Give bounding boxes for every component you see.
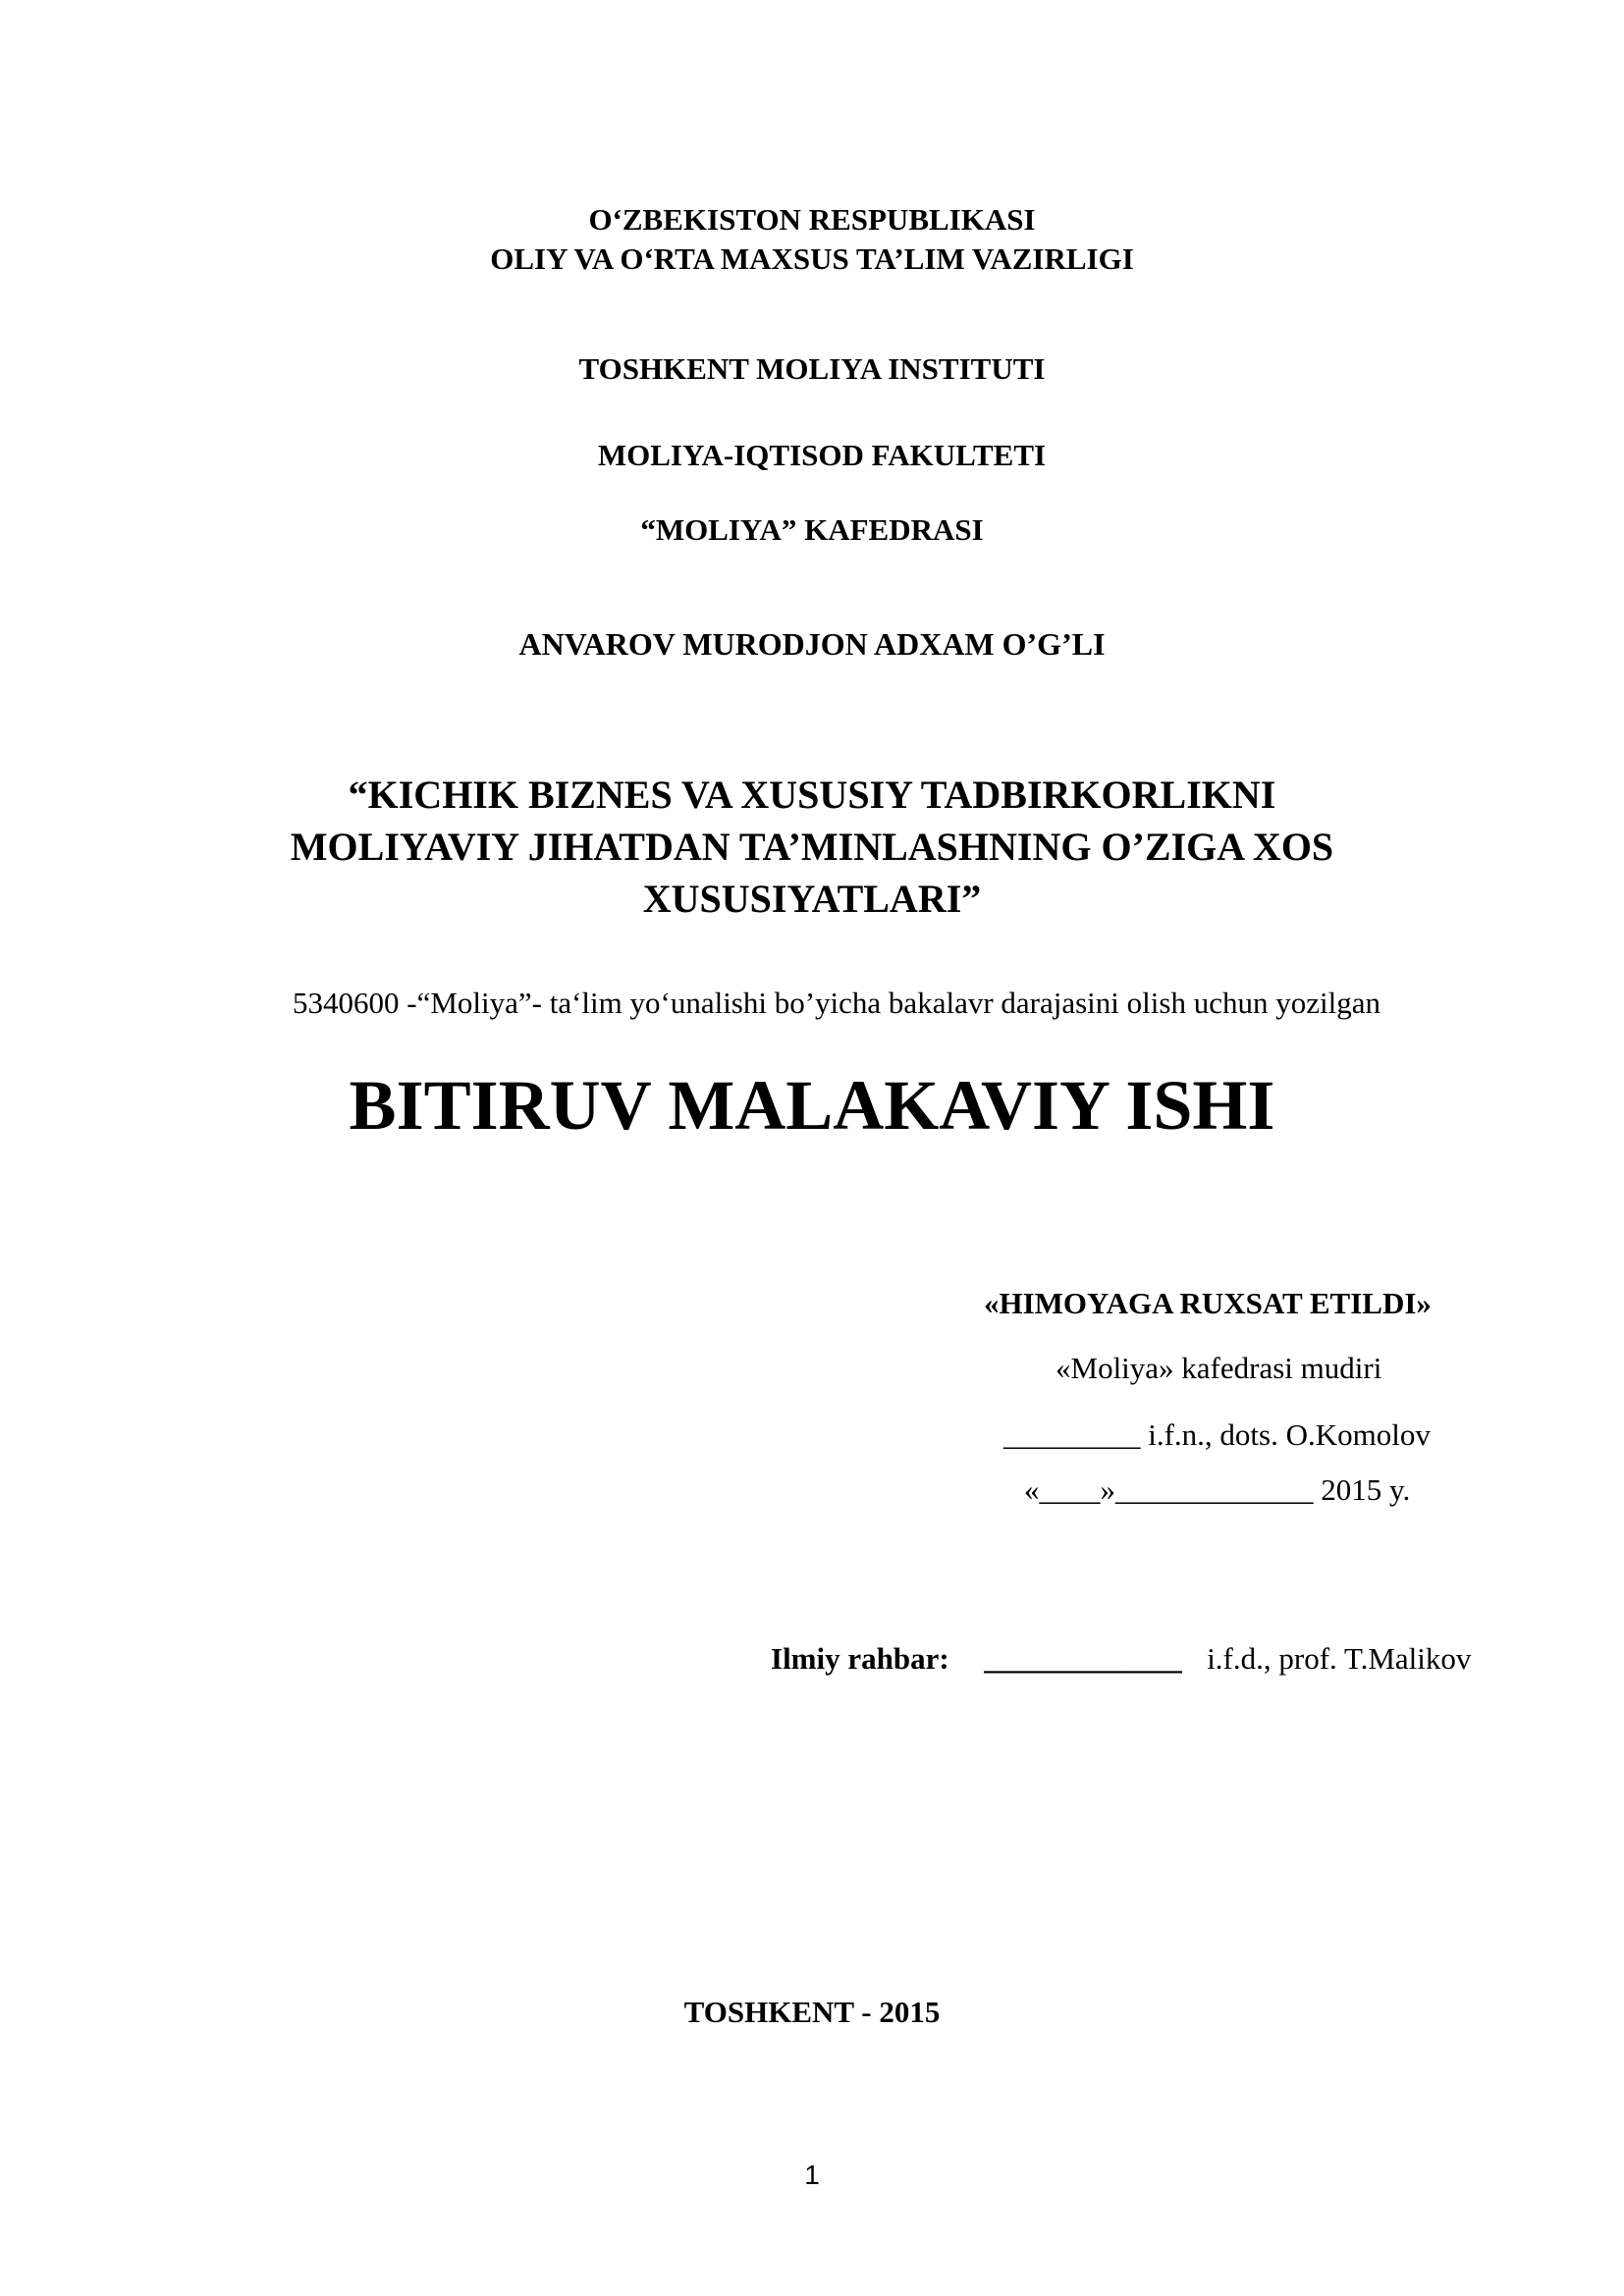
page-number: 1: [804, 2160, 820, 2190]
supervisor-line: [771, 1643, 1471, 1674]
faculty-heading: MOLIYA-IQTISOD FAKULTETI: [597, 438, 1047, 472]
supervisor-name: i.f.d., prof. T.Malikov: [1207, 1641, 1472, 1676]
work-type-title: BITIRUV MALAKAVIY ISHI: [349, 1066, 1275, 1145]
thesis-title-line-2: MOLIYAVIY JIHATDAN TA’MINLASHNING O’ZIGA XOS: [290, 825, 1334, 869]
author-name: ANVAROV MURODJON ADXAM O’G’LI: [518, 626, 1106, 662]
thesis-title-line-3: XUSUSIYATLARI”: [642, 877, 982, 921]
approval-role: «Moliya» kafedrasi mudiri: [1056, 1351, 1382, 1385]
city-year: TOSHKENT - 2015: [683, 1995, 941, 2029]
republic-heading: O‘ZBEKISTON RESPUBLIKASI: [588, 202, 1036, 237]
approval-signature-line: _________ i.f.n., dots. O.Komolov: [1003, 1417, 1431, 1452]
supervisor-label: Ilmiy rahbar:: [771, 1641, 949, 1676]
ministry-heading: OLIY VA O‘RTA MAXSUS TA’LIM VAZIRLIGI: [490, 241, 1134, 276]
thesis-title-line-1: “KICHIK BIZNES VA XUSUSIY TADBIRKORLIKNI: [348, 773, 1276, 817]
institute-heading: TOSHKENT MOLIYA INSTITUTI: [578, 351, 1046, 386]
department-heading: “MOLIYA” KAFEDRASI: [640, 512, 984, 547]
approval-date-line: «____»_____________ 2015 y.: [1024, 1472, 1411, 1507]
degree-purpose-text: 5340600 -“Moliya”- ta‘lim yo‘unalishi bo’yicha bakalavr darajasini olish uchun yozilgan: [293, 986, 1380, 1020]
supervisor-signature-blank: _____________: [984, 1641, 1182, 1676]
approval-heading: «HIMOYAGA RUXSAT ETILDI»: [984, 1286, 1432, 1320]
